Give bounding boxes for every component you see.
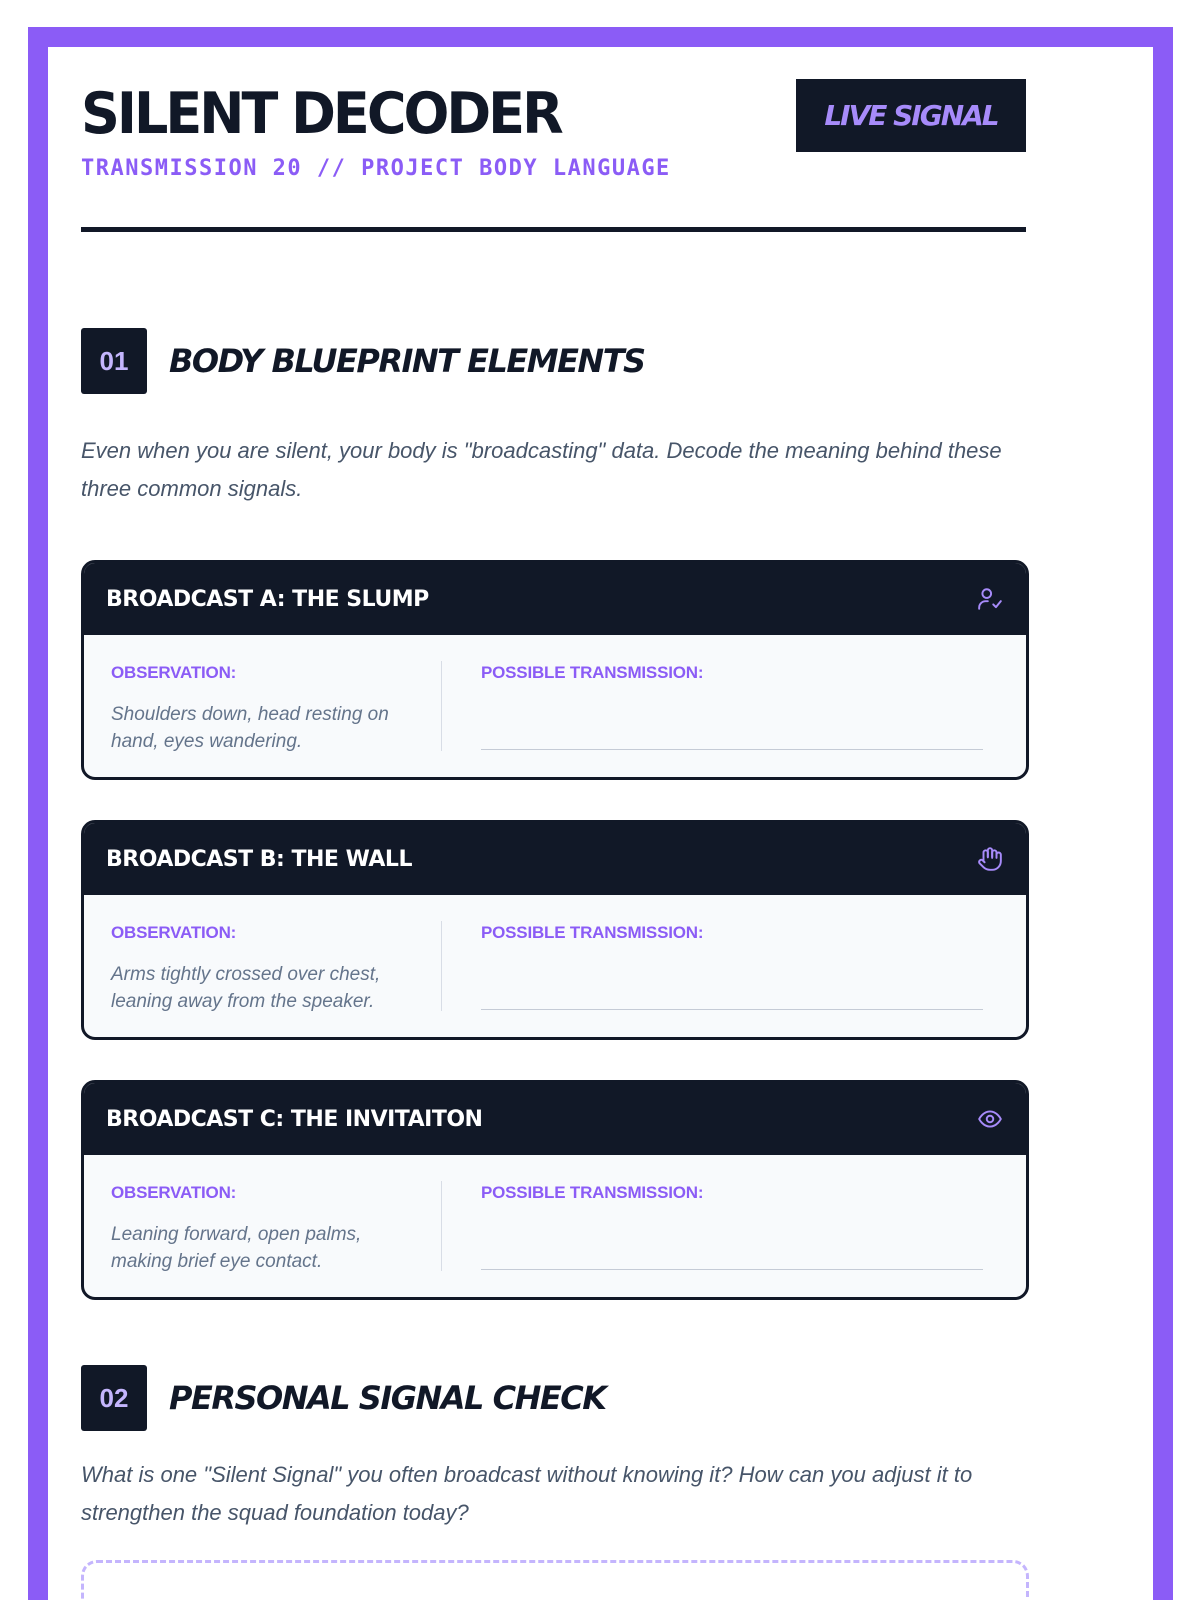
card-header [84,823,1026,895]
live-signal-badge: LIVE SIGNAL [796,79,1026,152]
section-1-heading [81,328,645,394]
reflection-prompt: What is one "Silent Signal" you often broadcast without knowing it? How can you adjust it to strengthen the squad foundation today? [81,1462,973,1525]
header [81,80,1026,181]
observation-column [111,1183,421,1275]
broadcast-card-c [81,1080,1029,1300]
column-divider [441,921,442,1011]
transmission-answer-line[interactable] [481,1009,983,1010]
eye-icon [976,1105,1004,1133]
page-subtitle: TRANSMISSION 20 // PROJECT BODY LANGUAGE [81,156,671,181]
card-header [84,1083,1026,1155]
column-divider [441,661,442,751]
page-title: SILENT DECODER [81,80,561,147]
observation-label: OBSERVATION: [111,663,237,682]
observation-label: OBSERVATION: [111,923,237,942]
section-intro: Even when you are silent, your body is "broadcasting" data. Decode the meaning behind these three common signals. [81,438,1002,501]
transmission-column [481,663,983,683]
transmission-answer-line[interactable] [481,749,983,750]
observation-label: OBSERVATION: [111,1183,237,1202]
observation-column [111,923,421,1015]
observation-text: Arms tightly crossed over chest, leaning away from the speaker. [111,964,381,1012]
observation-text: Shoulders down, head resting on hand, eyes wandering. [111,704,389,752]
transmission-column [481,1183,983,1203]
column-divider [441,1181,442,1271]
section-number-badge: 01 [81,328,147,394]
section-2-heading [81,1365,605,1431]
hand-icon [976,845,1004,873]
section-number-badge: 02 [81,1365,147,1431]
section-title: PERSONAL SIGNAL CHECK [169,1379,606,1417]
reflection-answer-box[interactable] [81,1560,1029,1600]
card-title: BROADCAST B: THE WALL [106,846,412,872]
broadcast-card-a [81,560,1029,780]
transmission-column [481,923,983,943]
transmission-answer-line[interactable] [481,1269,983,1270]
observation-column [111,663,421,755]
header-divider [81,227,1026,232]
broadcast-card-b [81,820,1029,1040]
section-title: BODY BLUEPRINT ELEMENTS [169,342,645,380]
transmission-label: POSSIBLE TRANSMISSION: [481,1183,704,1202]
card-body [84,1155,1026,1300]
card-header [84,563,1026,635]
card-title: BROADCAST C: THE INVITAITON [106,1106,483,1132]
card-title: BROADCAST A: THE SLUMP [106,586,429,612]
observation-text: Leaning forward, open palms, making brief eye contact. [111,1224,362,1272]
user-check-icon [976,585,1004,613]
transmission-label: POSSIBLE TRANSMISSION: [481,923,704,942]
card-body [84,895,1026,1040]
transmission-label: POSSIBLE TRANSMISSION: [481,663,704,682]
card-body [84,635,1026,780]
